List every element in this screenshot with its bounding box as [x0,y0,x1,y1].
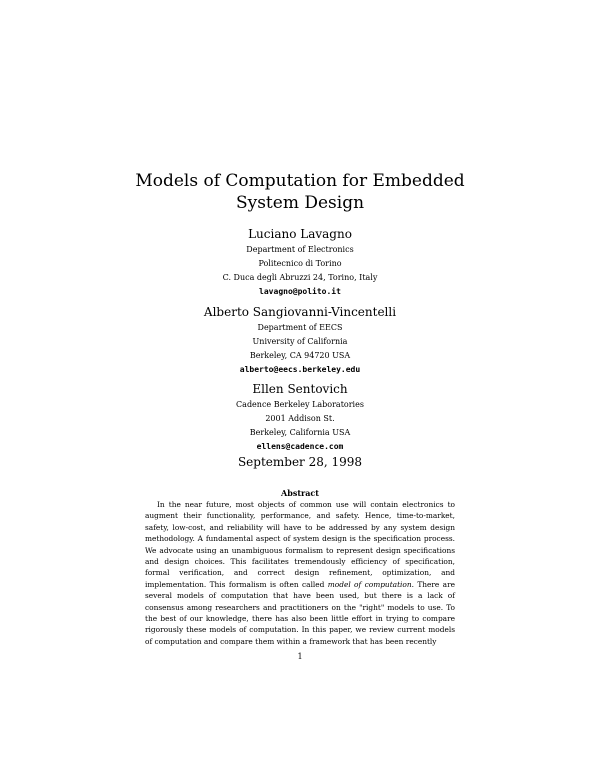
author-affiliation-line: C. Duca degli Abruzzi 24, Torino, Italy [222,273,378,282]
abstract-text: In the near future, most objects of common use will contain electronics to augment their functionality, performance, and safety. Hence, time-to-market, safety, low-cost, and reliability will have to be addressed by any system design methodology. A fundamental aspect of system design is the specification process. We advocate using an unambiguous formalism to represent design specifications and design choices. This facilitates tremendously efficiency of specification, formal verification, and correct design refinement, optimization, and implementation. This formalism is often called [145,500,455,589]
abstract-text: . There are several models of computation that have been used, but there is a lack of consensus among researchers and practitioners on the "right" models to use. To the best of our knowledge, there has also been little effort in trying to compare rigorously these models of computation. In this paper, we review current models of computation and compare them within a framework that has been recently [145,579,455,646]
author-affiliation-line: University of California [252,337,348,346]
abstract-heading: Abstract [281,488,319,498]
author-affiliation-line: Berkeley, CA 94720 USA [249,351,351,360]
author-email: lavagno@polito.it [259,287,341,296]
author-affiliation-line: Politecnico di Torino [258,259,342,268]
author-name-sangiovanni-vincentelli: Alberto Sangiovanni-Vincentelli [203,305,397,319]
author-affiliation-line: Cadence Berkeley Laboratories [236,400,364,409]
author-affiliation-line: Department of Electronics [246,245,354,254]
publication-date: September 28, 1998 [237,455,363,469]
author-affiliation-line: 2001 Addison St. [265,414,335,423]
abstract-emphasis: model of computation [327,579,412,589]
author-name-sentovich: Ellen Sentovich [252,382,348,396]
author-affiliation-line: Department of EECS [257,323,343,332]
author-affiliation-line: Berkeley, California USA [249,428,351,437]
page-number: 1 [297,652,303,661]
author-email: alberto@eecs.berkeley.edu [239,365,361,374]
abstract-body [145,499,455,647]
author-email: ellens@cadence.com [256,442,344,451]
paper-title: Models of Computation for Embedded System Design [135,171,465,213]
author-name-lavagno: Luciano Lavagno [248,227,352,241]
